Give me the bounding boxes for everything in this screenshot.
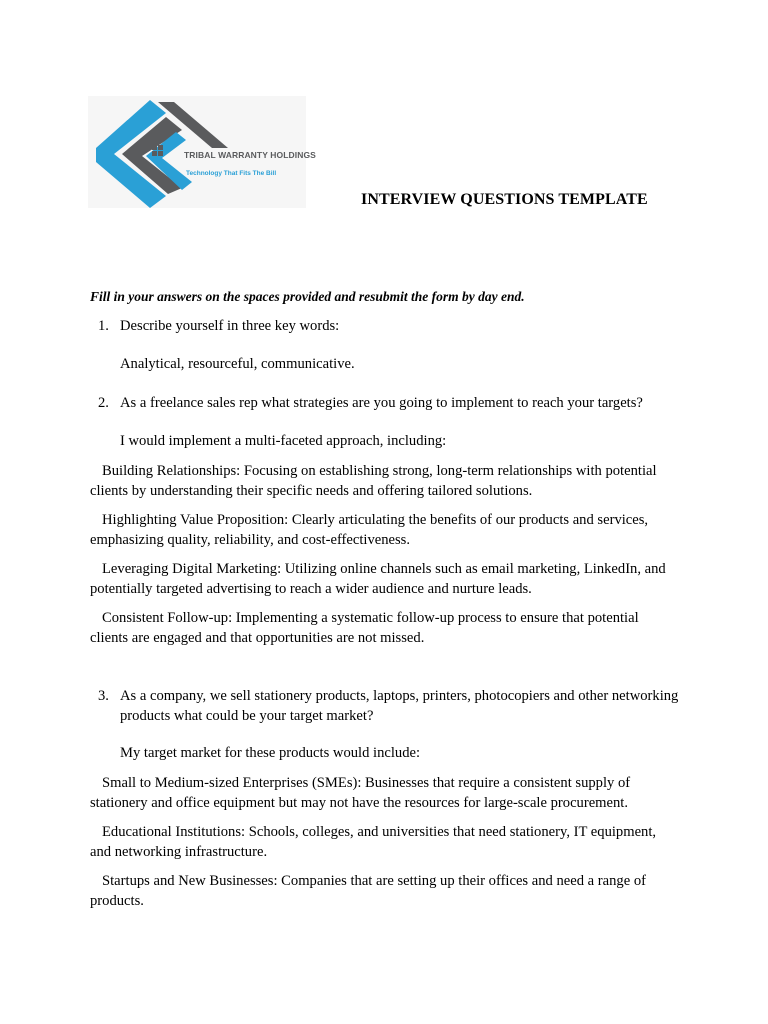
point-text: Building Relationships: Focusing on establishing strong, long-term relationships with potential clients by understanding their specific needs and offering tailored solutions.: [90, 463, 657, 499]
point-text: Small to Medium-sized Enterprises (SMEs): Businesses that require a consistent supply of stationery and office equipment but may not have the resources for large-scale procurement.: [90, 775, 631, 811]
question-1-answer: Analytical, resourceful, communicative.: [120, 356, 355, 372]
question-2-point: [90, 511, 680, 550]
question-2-point: [90, 560, 680, 599]
question-2-point: [90, 609, 680, 648]
point-text: Leveraging Digital Marketing: Utilizing online channels such as email marketing, LinkedIn, and potentially targeted advertising to reach a wider audience and nurture leads.: [90, 561, 666, 597]
question-2-number: 2.: [98, 395, 109, 411]
point-text: Educational Institutions: Schools, colleges, and universities that need stationery, IT equipment, and networking infrastructure.: [90, 824, 657, 860]
question-2-intro: I would implement a multi-faceted approach, including:: [120, 433, 447, 449]
logo-company-name: TRIBAL WARRANTY HOLDINGS: [184, 150, 316, 160]
point-text: Highlighting Value Proposition: Clearly articulating the benefits of our products and services, emphasizing quality, reliability, and cost-effectiveness.: [90, 512, 649, 548]
question-3-intro: My target market for these products would include:: [120, 745, 421, 761]
company-logo: [88, 96, 316, 208]
question-3-point: [90, 872, 680, 911]
instructions-text: Fill in your answers on the spaces provided and resubmit the form by day end.: [90, 289, 525, 304]
question-2-point: [90, 462, 680, 501]
question-3-number: 3.: [98, 688, 109, 704]
question-3-point: [90, 823, 680, 862]
logo-tagline: Technology That Fits The Bill: [186, 170, 277, 177]
point-text: Startups and New Businesses: Companies that are setting up their offices and need a range of products.: [90, 873, 647, 909]
question-3-point: [90, 774, 680, 813]
point-text: Consistent Follow-up: Implementing a systematic follow-up process to ensure that potential clients are engaged and that opportunities are not missed.: [90, 610, 639, 646]
question-2-text: As a freelance sales rep what strategies are you going to implement to reach your targets?: [120, 395, 643, 411]
question-1-text: Describe yourself in three key words:: [120, 318, 340, 334]
document-title: INTERVIEW QUESTIONS TEMPLATE: [361, 191, 648, 208]
question-3-text: As a company, we sell stationery products, laptops, printers, photocopiers and other networking products what could be your target market?: [120, 688, 679, 724]
question-1-number: 1.: [98, 318, 109, 334]
